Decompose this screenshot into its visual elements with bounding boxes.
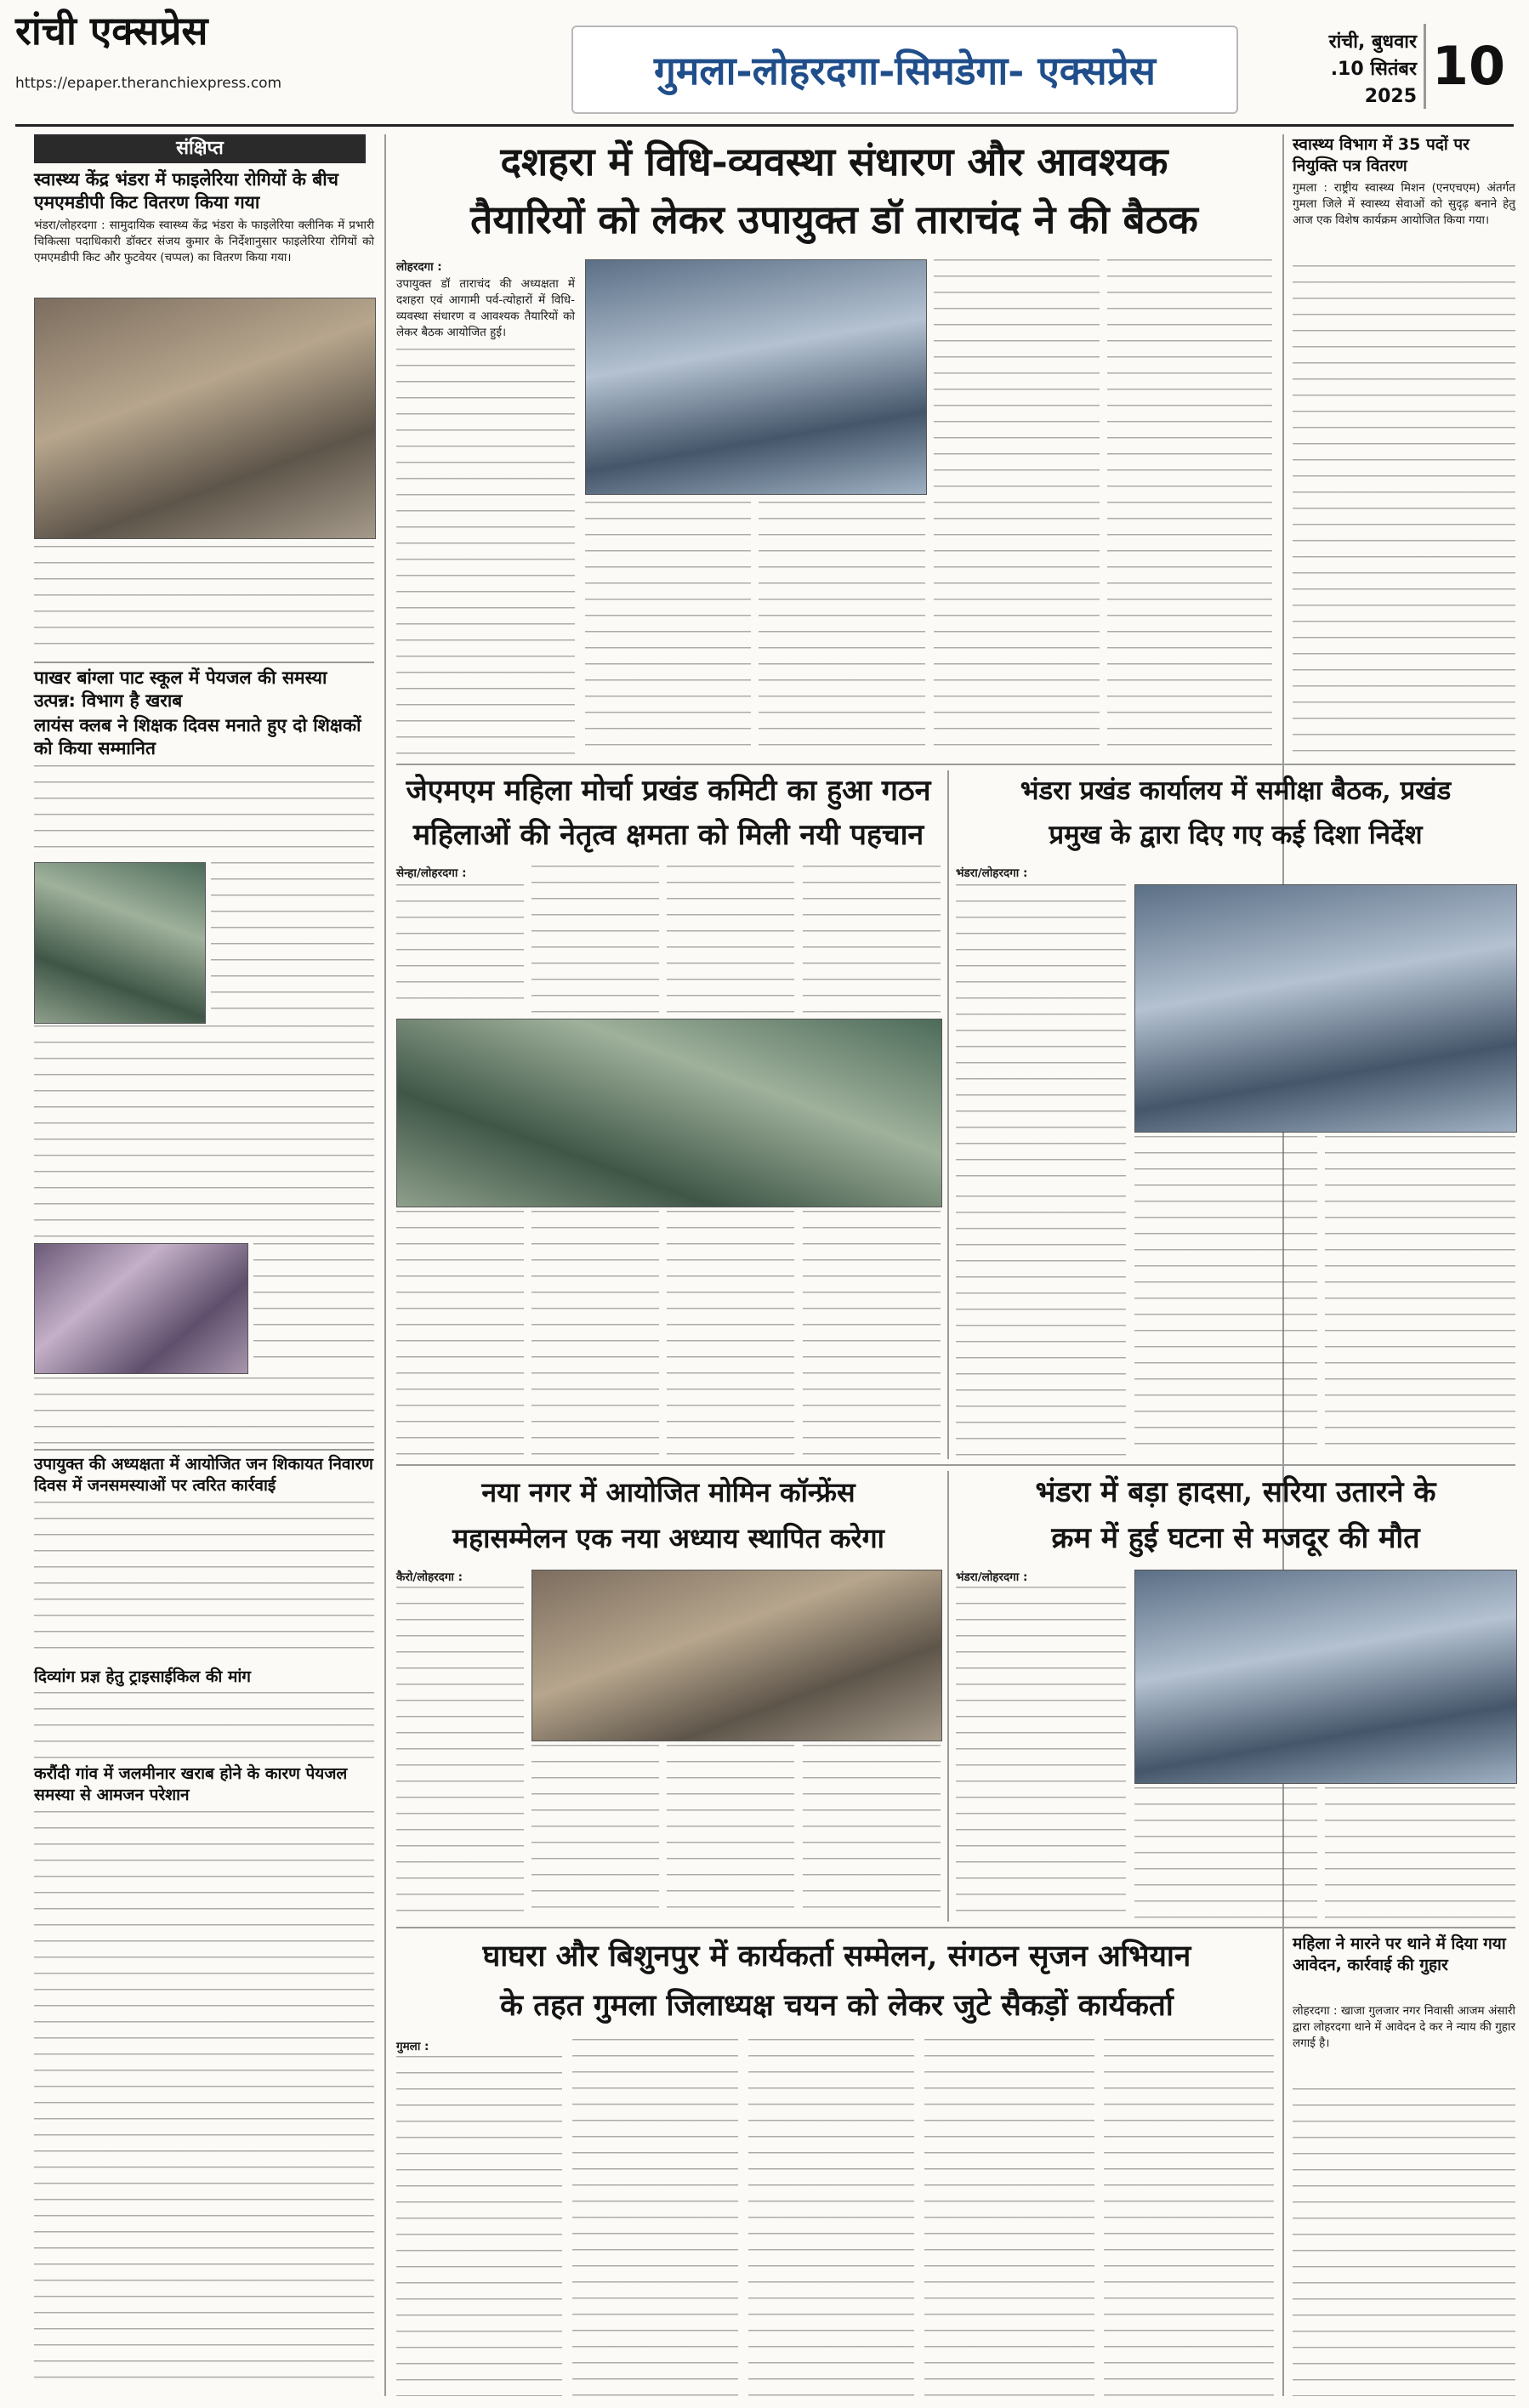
column-divider bbox=[947, 770, 949, 1459]
jmm-body-col-8 bbox=[803, 1211, 941, 1457]
divider bbox=[34, 662, 374, 663]
story-filaria-intro: भंडरा/लोहरदगा : सामुदायिक स्वास्थ्य केंद्र भंडरा के फाइलेरिया क्लीनिक में प्रभारी चिकित्सा पदाधिकारी डॉक्टर संजय कुमार के निर्देशानुसार फाइलेरिया रोगियों को एमएमडीपी किट और फुटवेयर (चप्पल) का वितरण किया गया। bbox=[34, 219, 374, 264]
lead-body-col-1 bbox=[396, 349, 575, 757]
jmm-body-col-2 bbox=[531, 866, 659, 1014]
congress-body-col-2 bbox=[572, 2039, 738, 2396]
congress-headline-line-2: के तहत गुमला जिलाध्यक्ष चयन को लेकर जुटे सैकड़ों कार्यकर्ता bbox=[500, 1988, 1174, 2023]
accident-body-col-1 bbox=[956, 1587, 1126, 1918]
accident-ambulance-photo bbox=[1134, 1570, 1517, 1784]
story-complaint-headline: महिला ने मारने पर थाने में दिया गया आवेदन, कार्रवाई की गुहार bbox=[1293, 1934, 1506, 1974]
divider bbox=[396, 764, 1515, 765]
issue-place-day: रांची, बुधवार bbox=[1328, 31, 1417, 53]
page-number: 10 bbox=[1424, 24, 1511, 109]
story-lions-club-headline: लायंस क्लब ने शिक्षक दिवस मनाते हुए दो शिक्षकों को किया सम्मानित bbox=[34, 715, 361, 758]
masthead-rule bbox=[15, 124, 1514, 127]
divider bbox=[396, 1927, 1515, 1928]
story-complaint-intro: लोहरदगा : खाजा गुलजार नगर निवासी आजम अंसारी द्वारा लोहरदगा थाने में आवेदन दे कर ने न्याय की गुहार लगाई है। bbox=[1293, 2004, 1515, 2050]
jmm-body-col-6 bbox=[531, 1211, 659, 1457]
epaper-url[interactable]: https://epaper.theranchiexpress.com bbox=[15, 75, 282, 92]
story-lions-club-body-top bbox=[34, 765, 374, 859]
congress-dateline: गुमला : bbox=[396, 2040, 429, 2053]
jmm-group-photo bbox=[396, 1019, 942, 1207]
lead-headline-line-1: दशहरा में विधि-व्यवस्था संधारण और आवश्यक bbox=[500, 139, 1168, 185]
column-divider bbox=[384, 134, 386, 2396]
lead-body-col-2 bbox=[585, 502, 751, 757]
momin-dateline: कैरो/लोहरदगा : bbox=[396, 1570, 463, 1584]
lead-intro: उपायुक्त डॉ ताराचंद की अध्यक्षता में दशहरा एवं आगामी पर्व-त्योहारों में विधि-व्यवस्था संधारण व आवश्यक तैयारियों को लेकर बैठक आयोजित हुई। bbox=[396, 277, 575, 339]
lead-dateline: लोहरदगा : bbox=[396, 260, 442, 274]
momin-body-col-3 bbox=[667, 1745, 794, 1918]
congress-body-col-4 bbox=[924, 2039, 1094, 2396]
story-grievance-headline: उपायुक्त की अध्यक्षता में आयोजित जन शिकायत निवारण दिवस में जनसमस्याओं पर त्वरित कार्रवाई bbox=[34, 1455, 373, 1495]
jmm-headline-line-2: महिलाओं की नेतृत्व क्षमता को मिली नयी पहचान bbox=[412, 818, 924, 852]
story-appointment-intro: गुमला : राष्ट्रीय स्वास्थ्य मिशन (एनएचएम) अंतर्गत गुमला जिले में स्वास्थ्य सेवाओं को सुदृढ़ बनाने हेतु आज एक विशेष कार्यक्रम आयोजित किया गया। bbox=[1293, 181, 1515, 227]
jmm-body-col-1 bbox=[396, 884, 524, 1014]
story-water-tower-body bbox=[34, 1811, 374, 2389]
bhandra-meeting-body-col-1 bbox=[956, 884, 1126, 1190]
accident-headline-line-1: भंडरा में बड़ा हादसा, सरिया उतारने के bbox=[1035, 1475, 1436, 1509]
story-lions-club-body-side bbox=[211, 862, 374, 1022]
jmm-dateline: सेन्हा/लोहरदगा : bbox=[396, 866, 467, 880]
jmm-body-col-5 bbox=[396, 1211, 524, 1457]
congress-body-col-5 bbox=[1104, 2039, 1274, 2396]
accident-dateline: भंडरा/लोहरदगा : bbox=[956, 1570, 1028, 1584]
section-band bbox=[571, 26, 1238, 114]
story-lions-club-body-side-2 bbox=[253, 1243, 374, 1372]
story-filaria-photo bbox=[34, 298, 376, 539]
lead-meeting-photo bbox=[585, 259, 927, 495]
accident-body-col-2 bbox=[1134, 1787, 1317, 1918]
story-tricycle-body bbox=[34, 1692, 374, 1760]
bhandra-meeting-headline-line-1: भंडरा प्रखंड कार्यालय में समीक्षा बैठक, प्रखंड bbox=[1020, 775, 1452, 806]
story-filaria-headline: स्वास्थ्य केंद्र भंडरा में फाइलेरिया रोगियों के बीच एमएमडीपी किट वितरण किया गया bbox=[34, 169, 338, 213]
story-lions-club-photo-2 bbox=[34, 1243, 248, 1374]
story-filaria-body bbox=[34, 546, 374, 656]
jmm-headline-line-1: जेएमएम महिला मोर्चा प्रखंड कमिटी का हुआ गठन bbox=[406, 774, 931, 808]
story-lions-club-body bbox=[34, 1025, 374, 1238]
jmm-body-col-7 bbox=[667, 1211, 794, 1457]
bhandra-meeting-headline-line-2: प्रमुख के द्वारा दिए गए कई दिशा निर्देश bbox=[1049, 820, 1423, 850]
congress-body-col-3 bbox=[748, 2039, 914, 2396]
lead-body-col-5 bbox=[1107, 259, 1272, 757]
bhandra-meeting-body-col-3 bbox=[1134, 1136, 1317, 1459]
story-appointment-headline: स्वास्थ्य विभाग में 35 पदों पर नियुक्ति पत्र वितरण bbox=[1293, 135, 1469, 175]
story-school-water-headline: पाखर बांग्ला पाट स्कूल में पेयजल की समस्या उत्पन्न: विभाग है खराब bbox=[34, 667, 327, 711]
story-lions-club-photo-1 bbox=[34, 862, 206, 1024]
lead-headline-line-2: तैयारियों को लेकर उपायुक्त डॉ ताराचंद ने की बैठक bbox=[470, 196, 1198, 242]
story-tricycle-headline: दिव्यांग प्रज्ञ हेतु ट्राइसाईकिल की मांग bbox=[34, 1667, 251, 1686]
accident-headline-line-2: क्रम में हुई घटना से मजदूर की मौत bbox=[1051, 1521, 1420, 1555]
section-band-title: गुमला-लोहरदगा-सिमडेगा- एक्सप्रेस bbox=[654, 48, 1156, 94]
column-divider bbox=[947, 1471, 949, 1922]
momin-body-col-1 bbox=[396, 1587, 524, 1918]
congress-body-col-1 bbox=[396, 2056, 562, 2396]
momin-body-col-2 bbox=[531, 1745, 659, 1918]
story-appointment-body bbox=[1293, 265, 1515, 758]
issue-date-text: .10 सितंबर 2025 bbox=[1330, 59, 1417, 107]
accident-body-col-3 bbox=[1325, 1787, 1515, 1918]
jmm-body-col-3 bbox=[667, 866, 794, 1014]
story-grievance-body bbox=[34, 1502, 374, 1663]
divider bbox=[34, 1449, 374, 1451]
issue-date bbox=[1289, 29, 1417, 111]
bhandra-meeting-body-col-2 bbox=[956, 1195, 1126, 1459]
bhandra-meeting-photo bbox=[1134, 884, 1517, 1133]
section-label: संक्षिप्त bbox=[34, 134, 366, 163]
newspaper-logo: रांची एक्सप्रेस bbox=[15, 8, 208, 54]
momin-gathering-photo bbox=[531, 1570, 942, 1741]
jmm-body-col-4 bbox=[803, 866, 941, 1014]
story-lions-club-body-end bbox=[34, 1377, 374, 1445]
lead-body-col-3 bbox=[759, 502, 925, 757]
story-complaint-body bbox=[1293, 2088, 1515, 2396]
lead-body-col-4 bbox=[934, 259, 1100, 757]
congress-headline-line-1: घाघरा और बिशुनपुर में कार्यकर्ता सम्मेलन, संगठन सृजन अभियान bbox=[482, 1939, 1191, 1974]
bhandra-meeting-body-col-4 bbox=[1325, 1136, 1515, 1459]
momin-body-col-4 bbox=[803, 1745, 941, 1918]
divider bbox=[396, 1464, 1515, 1466]
story-water-tower-headline: करौंदी गांव में जलमीनार खराब होने के कारण पेयजल समस्या से आमजन परेशान bbox=[34, 1764, 348, 1804]
momin-headline-line-1: नया नगर में आयोजित मोमिन कॉन्फ्रेंस bbox=[481, 1476, 855, 1508]
momin-headline-line-2: महासम्मेलन एक नया अध्याय स्थापित करेगा bbox=[452, 1522, 884, 1554]
bhandra-meeting-dateline: भंडरा/लोहरदगा : bbox=[956, 866, 1028, 880]
